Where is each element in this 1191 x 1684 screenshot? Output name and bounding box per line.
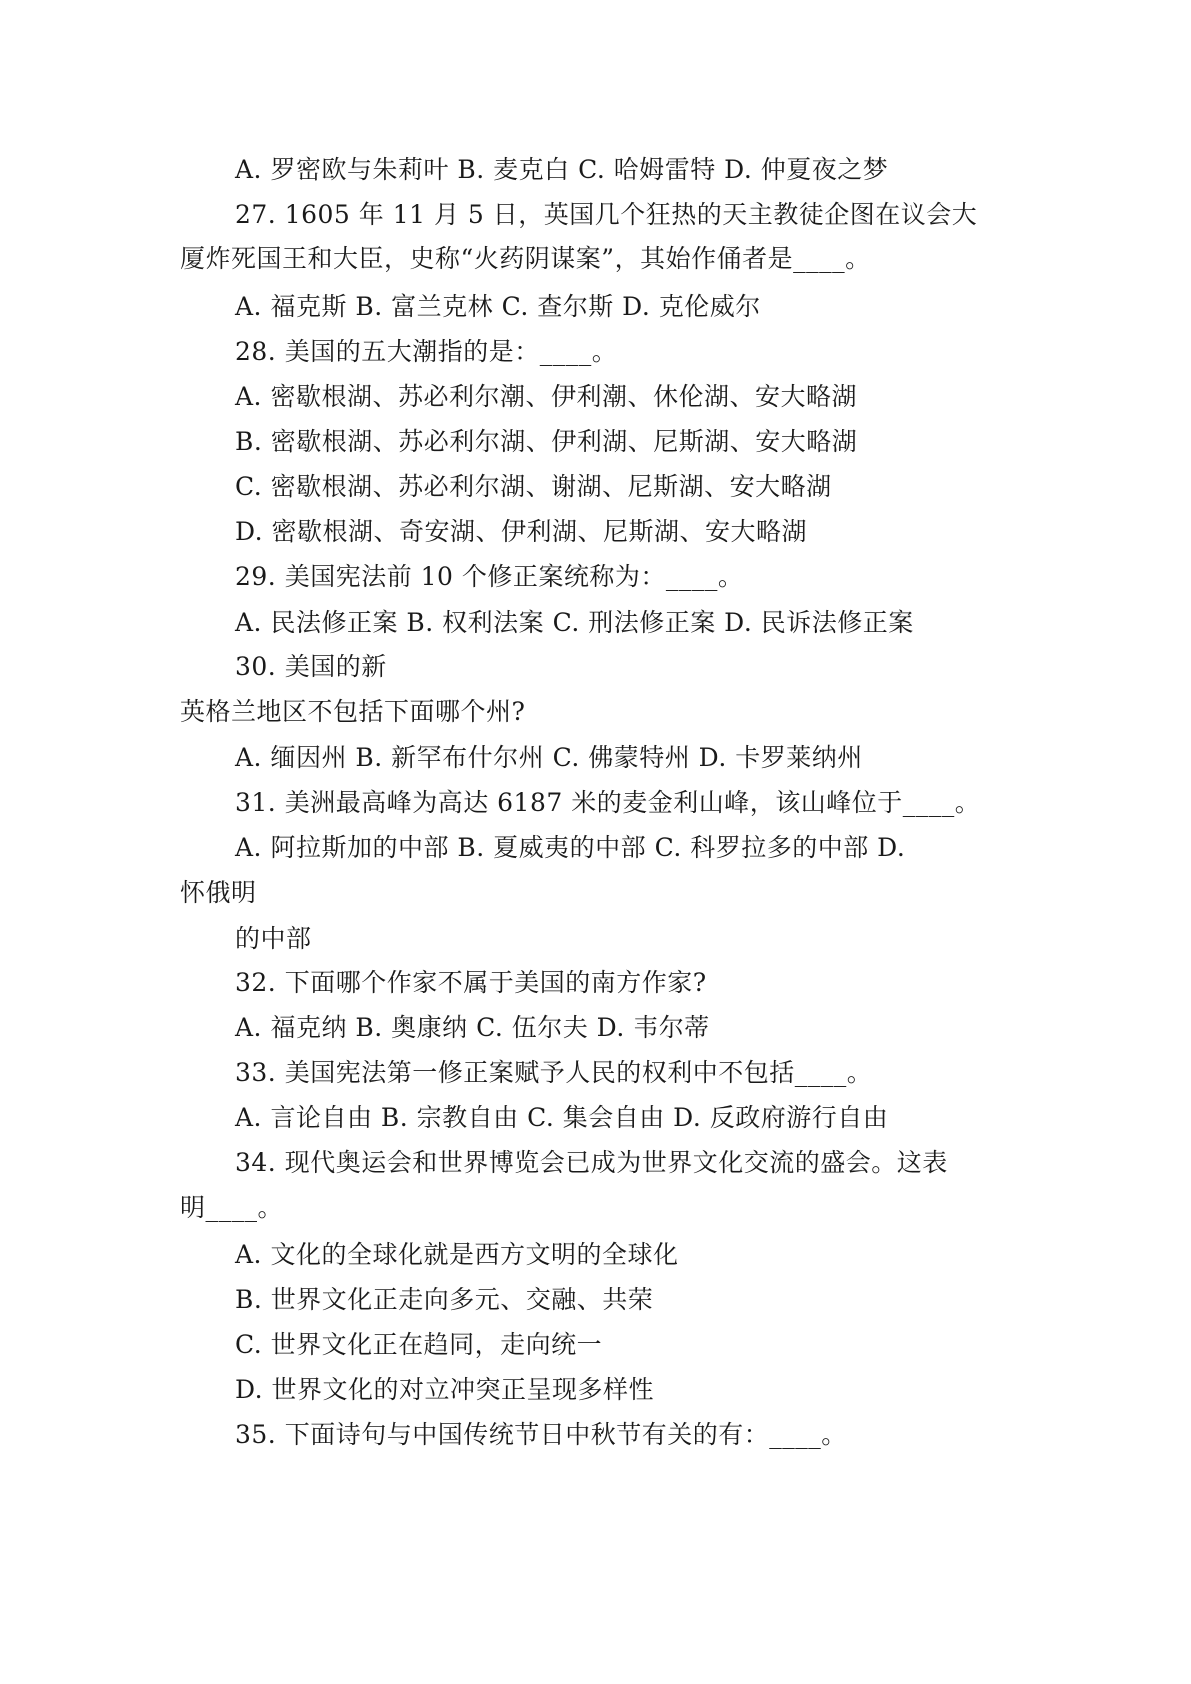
q28-option-c: C. 密歇根湖、苏必利尔湖、谢湖、尼斯湖、安大略湖 bbox=[235, 472, 832, 501]
q27-stem-continued: 厦炸死国王和大臣，史称“火药阴谋案”，其始作俑者是____。 bbox=[180, 244, 871, 273]
q34-stem: 34. 现代奥运会和世界博览会已成为世界文化交流的盛会。这表 bbox=[235, 1148, 948, 1177]
q33-stem: 33. 美国宪法第一修正案赋予人民的权利中不包括____。 bbox=[235, 1058, 873, 1087]
q28-option-a: A. 密歇根湖、苏必利尔潮、伊利潮、休伦湖、安大略湖 bbox=[235, 382, 857, 411]
q31-options-continued-2: 的中部 bbox=[235, 924, 312, 953]
q30-options: A. 缅因州 B. 新罕布什尔州 C. 佛蒙特州 D. 卡罗莱纳州 bbox=[235, 743, 863, 772]
q28-option-d: D. 密歇根湖、奇安湖、伊利湖、尼斯湖、安大略湖 bbox=[235, 517, 808, 546]
q34-option-d: D. 世界文化的对立冲突正呈现多样性 bbox=[235, 1375, 655, 1404]
q28-option-b: B. 密歇根湖、苏必利尔湖、伊利湖、尼斯湖、安大略湖 bbox=[235, 427, 858, 456]
q31-stem: 31. 美洲最高峰为高达 6187 米的麦金利山峰，该山峰位于____。 bbox=[235, 788, 981, 817]
q30-stem-continued: 英格兰地区不包括下面哪个州? bbox=[180, 697, 526, 726]
q32-options: A. 福克纳 B. 奥康纳 C. 伍尔夫 D. 韦尔蒂 bbox=[235, 1013, 710, 1042]
q34-option-b: B. 世界文化正走向多元、交融、共荣 bbox=[235, 1285, 654, 1314]
q34-option-a: A. 文化的全球化就是西方文明的全球化 bbox=[235, 1240, 679, 1269]
q27-options: A. 福克斯 B. 富兰克林 C. 查尔斯 D. 克伦威尔 bbox=[235, 292, 761, 321]
q32-stem: 32. 下面哪个作家不属于美国的南方作家? bbox=[235, 968, 707, 997]
q30-stem: 30. 美国的新 bbox=[235, 652, 387, 681]
q27-stem: 27. 1605 年 11 月 5 日，英国几个狂热的天主教徒企图在议会大 bbox=[235, 200, 978, 229]
q31-options-continued: 怀俄明 bbox=[180, 878, 257, 907]
q29-options: A. 民法修正案 B. 权利法案 C. 刑法修正案 D. 民诉法修正案 bbox=[235, 608, 914, 637]
q28-stem: 28. 美国的五大潮指的是：____。 bbox=[235, 337, 618, 366]
q31-options: A. 阿拉斯加的中部 B. 夏威夷的中部 C. 科罗拉多的中部 D. bbox=[235, 833, 906, 862]
q29-stem: 29. 美国宪法前 10 个修正案统称为：____。 bbox=[235, 562, 744, 591]
q34-stem-continued: 明____。 bbox=[180, 1193, 284, 1222]
q33-options: A. 言论自由 B. 宗教自由 C. 集会自由 D. 反政府游行自由 bbox=[235, 1103, 889, 1132]
q34-option-c: C. 世界文化正在趋同，走向统一 bbox=[235, 1330, 603, 1359]
q26-options: A. 罗密欧与朱莉叶 B. 麦克白 C. 哈姆雷特 D. 仲夏夜之梦 bbox=[235, 155, 889, 184]
q35-stem: 35. 下面诗句与中国传统节日中秋节有关的有：____。 bbox=[235, 1420, 847, 1449]
